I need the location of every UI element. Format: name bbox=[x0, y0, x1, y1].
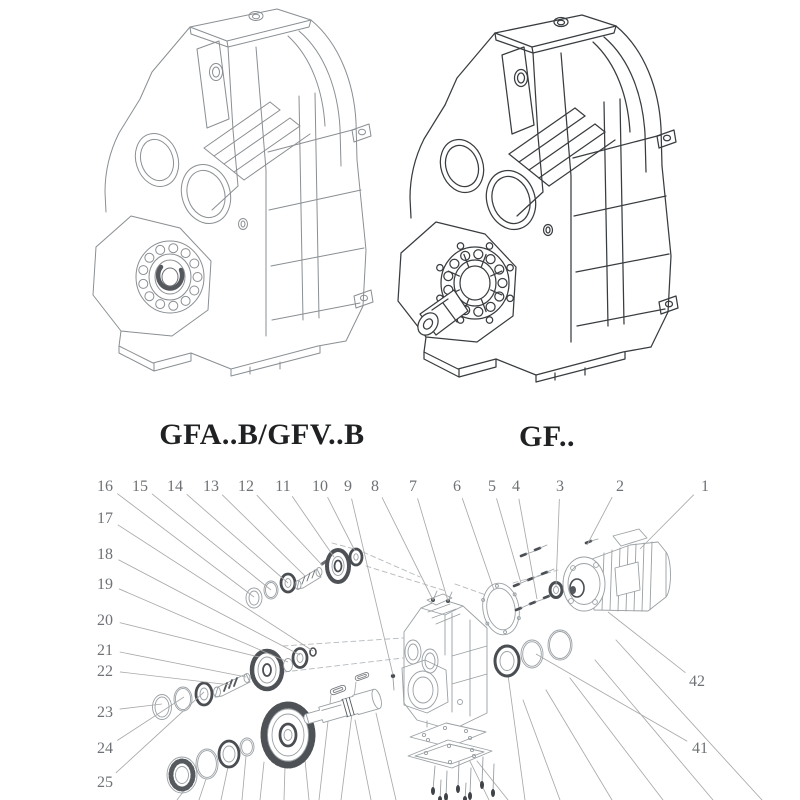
leader-line-16 bbox=[117, 494, 254, 597]
leader-line-9 bbox=[352, 499, 393, 675]
callout-number-13: 13 bbox=[203, 478, 219, 495]
callout-number-18: 18 bbox=[97, 546, 113, 563]
leader-line-42 bbox=[608, 612, 685, 673]
callout-number-19: 19 bbox=[97, 576, 113, 593]
callout-number-15: 15 bbox=[132, 478, 148, 495]
leader-line-11 bbox=[292, 496, 334, 557]
leader-line-22 bbox=[120, 672, 231, 685]
leader-line-19 bbox=[119, 589, 288, 662]
callout-number-11: 11 bbox=[275, 478, 291, 495]
output-shaft-solid bbox=[414, 290, 468, 339]
callout-number-12: 12 bbox=[238, 478, 254, 495]
motor-assembly bbox=[563, 529, 671, 611]
leader-line-1 bbox=[640, 495, 694, 549]
callout-number-41: 41 bbox=[692, 740, 708, 757]
callout-number-16: 16 bbox=[97, 478, 113, 495]
pinion-shaft-assembly bbox=[246, 549, 362, 608]
callout-layer bbox=[97, 478, 709, 791]
leader-line-14 bbox=[187, 494, 288, 583]
fastener-set bbox=[514, 545, 556, 610]
callout-number-25: 25 bbox=[97, 774, 113, 791]
leader-line-8 bbox=[382, 497, 433, 600]
gearbox-gfab-drawing bbox=[93, 9, 373, 376]
leader-line-21 bbox=[120, 652, 246, 677]
callout-number-7: 7 bbox=[409, 478, 417, 495]
leader-line-5 bbox=[497, 498, 521, 583]
leader-line-18 bbox=[118, 560, 300, 655]
leader-line-3 bbox=[556, 499, 559, 586]
callout-number-9: 9 bbox=[344, 478, 352, 495]
leader-line-15 bbox=[152, 494, 271, 590]
label-gfab: GFA..B/GFV..B bbox=[159, 418, 365, 451]
gear-housing bbox=[402, 594, 487, 731]
callout-number-8: 8 bbox=[371, 478, 379, 495]
callout-number-2: 2 bbox=[616, 478, 624, 495]
leader-line-4 bbox=[519, 499, 537, 599]
terminal-box bbox=[615, 562, 640, 596]
callout-number-5: 5 bbox=[488, 478, 496, 495]
leader-line-41 bbox=[536, 654, 687, 741]
leader-line-24 bbox=[117, 697, 184, 740]
seal-rings bbox=[495, 630, 572, 676]
leader-line-7 bbox=[418, 498, 448, 601]
label-gf: GF.. bbox=[519, 420, 575, 453]
leader-line-6 bbox=[462, 498, 494, 590]
callout-number-10: 10 bbox=[312, 478, 328, 495]
callout-number-23: 23 bbox=[97, 704, 113, 721]
leader-line-20 bbox=[120, 623, 259, 657]
callout-number-24: 24 bbox=[97, 740, 113, 757]
leader-line-12 bbox=[257, 495, 322, 565]
gearbox-gf-drawing bbox=[398, 15, 678, 382]
leader-line-13 bbox=[222, 495, 305, 576]
callout-number-1: 1 bbox=[701, 478, 709, 495]
callout-number-22: 22 bbox=[97, 663, 113, 680]
leader-line-2 bbox=[587, 497, 612, 545]
callout-number-6: 6 bbox=[453, 478, 461, 495]
callout-number-17: 17 bbox=[97, 510, 113, 527]
callout-number-14: 14 bbox=[167, 478, 183, 495]
callout-number-20: 20 bbox=[97, 612, 113, 629]
callout-number-4: 4 bbox=[512, 478, 520, 495]
callout-number-21: 21 bbox=[97, 642, 113, 659]
callout-number-3: 3 bbox=[556, 478, 564, 495]
callout-number-42: 42 bbox=[689, 673, 705, 690]
pinion-gear bbox=[327, 550, 349, 582]
exploded-diagram bbox=[153, 529, 763, 800]
gasket-plates bbox=[408, 723, 492, 768]
